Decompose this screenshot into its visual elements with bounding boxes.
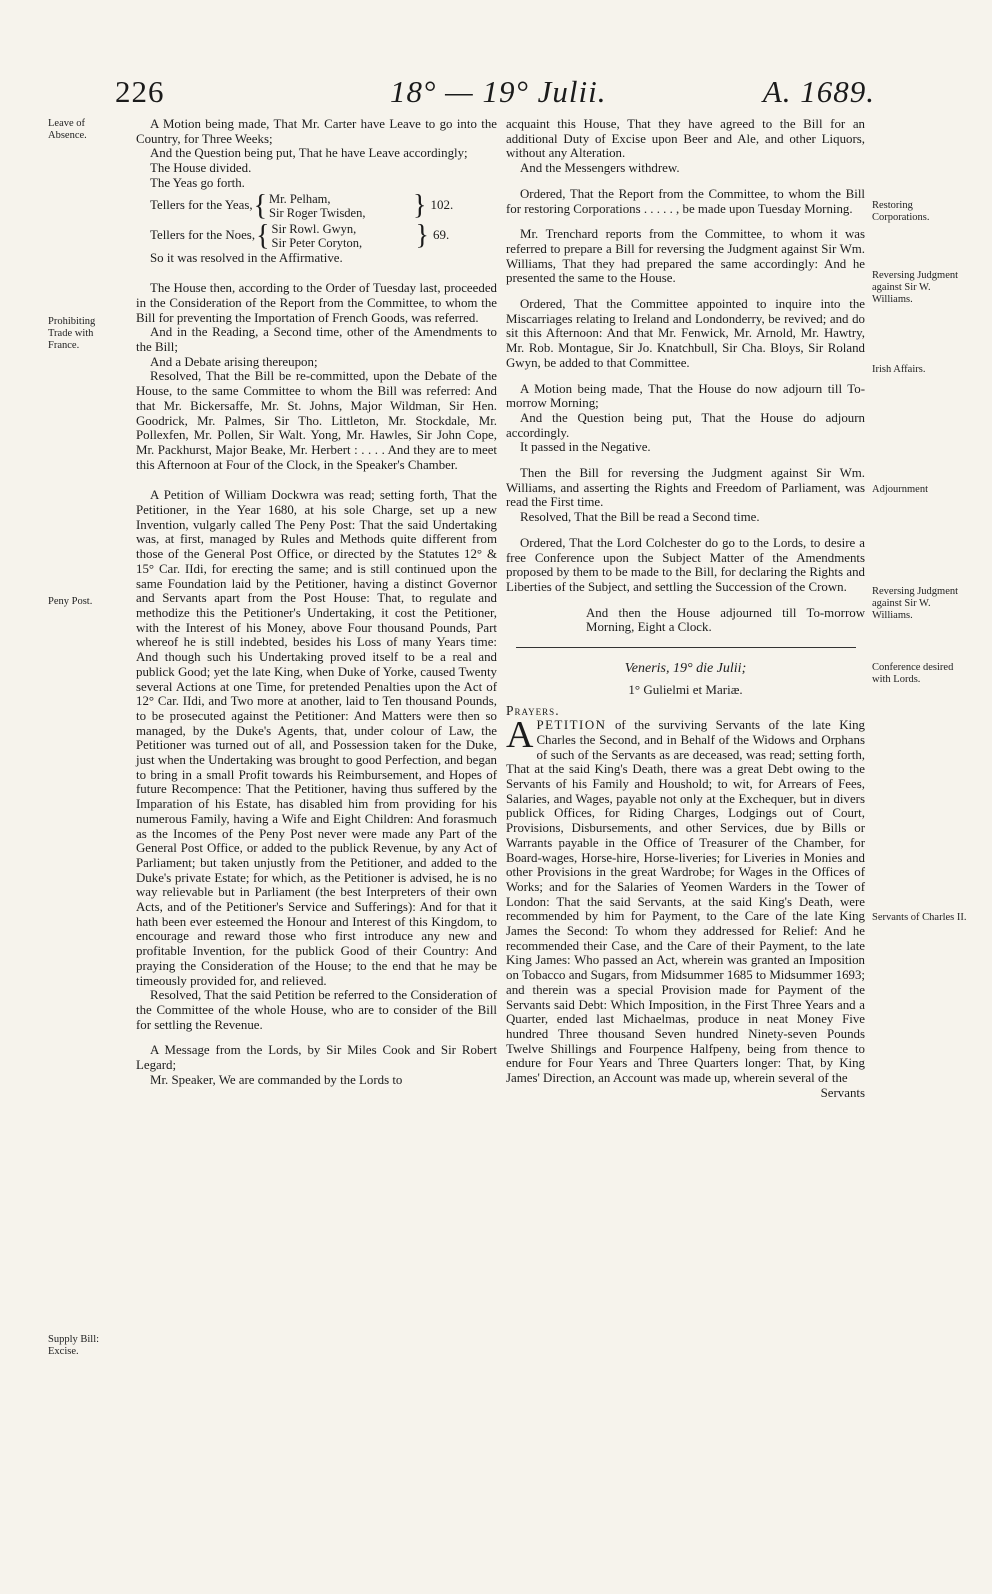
petition-referred: Resolved, That the said Petition be referred to the Consideration of the Committee of the whole House, who are to consider of the Bill for settling the Revenue.: [136, 988, 497, 1032]
margin-note-leave: Leave of Absence.: [48, 118, 87, 141]
leave-motion: A Motion being made, That Mr. Carter have Leave to go into the Country, for Three Weeks;: [136, 117, 497, 146]
dockwra-petition: A Petition of William Dockwra was read; setting forth, That the Petitioner, in the Year 1680, at his sole Charge, set up a new Invention, vulgarly called The Peny Post: That the said Undertaking was, at first, managed by Rules and Methods quite different from those of the General Post Office, or directed by the Statutes 12° & 15° Car. IIdi, for erecting the same; and is still continued upon the same Foundation laid by the Petitioner, having a distinct Governor and Servants apart from the Post House: That, to regulate and methodize this the Petitioner's Undertaking, it cost the Petitioner, with the Interest of his Money, above Four thousand Pounds, Part whereof he is still indebted, besides his Loss of many Years time: And though such his Undertaking proved itself to be a real and publick Good; yet the late King, when Duke of Yorke, caused Twenty several Actions at one Time, for pretended Penalties upon the Act of 12° Car. IIdi, and Two more at another, laid to Ten thousand Pounds, to be prosecuted against the Petitioner: And Matters were then so managed, by the Duke's Agents, that, under colour of Law, the Petitioner was turned out of all, and Possession taken for the Duke, just when the Undertaking was brought to good Perfection, and began to bring in a small Profit towards his Reimbursement, and Hopes of future Recompence: That the Petitioner, having thus suffered by the Imparation of his Estate, has disabled him from providing for his numerous Family, having a Wife and Eight Children: And forasmuch as the Incomes of the Peny Post never were made any Part of the General Post Office, or added to the publick Revenue, by any Act of Parliament; but taken unjustly from the Petitioner, and added to the Duke's private Estate; for which, as the Petitioner is advised, he is no way relievable but in Parliament (the best Interpreters of their own Acts, and of the Petitioner's Service and Sufferings): And for that it hath been ever esteemed the Honour and Interest of this Kingdom, to encourage and reward those who first introduce any new and profitable Invention, for the publick Good of their Country: And praying the Consideration of the House; to the end that he may be timeously provided for, and relieved.: [136, 488, 497, 988]
negative-result: It passed in the Negative.: [520, 440, 651, 455]
petition-caps: PETITION: [536, 718, 607, 733]
yeas-teller-1: Mr. Pelham,: [269, 191, 331, 206]
yeas-teller-2: Sir Roger Twisden,: [269, 205, 366, 220]
header-date: 18° — 19° Julii.: [390, 74, 607, 109]
yeas-go-forth: The Yeas go forth.: [150, 175, 245, 190]
page-number: 226: [115, 74, 165, 109]
servants-petition: [506, 714, 865, 1086]
margin-note-adjournment: Adjournment: [872, 484, 928, 495]
noes-tellers: [136, 218, 497, 252]
debate-arising: And a Debate arising thereupon;: [150, 354, 318, 369]
speaker-address: Mr. Speaker, We are commanded by the Lords to: [150, 1072, 403, 1087]
noes-count: 69.: [432, 227, 450, 243]
page-header: [115, 74, 875, 114]
adjourn-motion: A Motion being made, That the House do now adjourn till To-morrow Morning;: [506, 381, 865, 411]
prayers-heading: Prayers.: [506, 702, 560, 718]
affirmative-result: So it was resolved in the Affirmative.: [150, 250, 343, 265]
drop-cap: A: [506, 714, 534, 757]
williams-bill-first-reading: Then the Bill for reversing the Judgment against Sir Wm. Williams, and asserting the Rights and Freedom of Parliament, was read the First time.: [506, 466, 865, 510]
margin-note-servants: Servants of Charles II.: [872, 912, 967, 923]
messengers-withdrew: And the Messengers withdrew.: [520, 161, 680, 176]
section-rule: [516, 647, 856, 648]
right-brace: }: [415, 219, 429, 251]
excise-acquaint: acquaint this House, That they have agreed to the Bill for an additional Duty of Excise upon Beer and Ale, and other Liquors, without any Alteration.: [506, 117, 865, 161]
house-adjourned: And then the House adjourned till To-morrow Morning, Eight a Clock.: [586, 605, 865, 635]
second-time-resolution: Resolved, That the Bill be read a Second time.: [520, 510, 760, 525]
noes-teller-2: Sir Peter Coryton,: [271, 235, 363, 250]
margin-note-reversing-1: Reversing Judgment against Sir W. Williams.: [872, 270, 959, 305]
noes-teller-1: Sir Rowl. Gwyn,: [271, 221, 357, 236]
reign-heading: 1° Gulielmi et Mariæ.: [628, 681, 743, 697]
yeas-label: Tellers for the Yeas,: [150, 198, 253, 213]
margin-note-restoring: Restoring Corporations.: [872, 200, 930, 223]
house-divided: The House divided.: [150, 161, 252, 176]
servants-petition-text: of the surviving Servants of the late King Charles the Second, and in Behalf of the Widows and Orphans of such of the Servants as are deceased, was read; setting forth, That at the said King's Death, there was a great Debt owing to the Servants of his Family and Houshold; to wit, for Arrears of Fees, Salaries, and Wages, payable not only at the Exchequer, but in divers publick Offices, for Riding Charges, Lodgings out of Court, Provisions, Disbursements, and other Services, due by Bills or Warrants payable in the Office of Treasurer of the Chamber, for Board-wages, Horse-hire, Horse-liveries; for Liveries in Monies and other Provisions in the great Wardrobe; for Wages in the Offices of Works; and for the Salaries of Yeomen Warders in the Tower of London: That the said Servants, at the said King's Death, were recommended by him for Payment, to the Care of the late King James the Second: To whom they addressed for Relief: And he recommended their Case, and the Care of their Payment, to the late King James: Who passed an Act, wherein was granted an Imposition on Tobacco and Sugars, from Midsummer 1685 to Midsummer 1693; and therein was a special Provision made for Payment of the Servants said Debt: Which Imposition, in the First Three Years and a Quarter, ended last Michaelmas, produce in neat Money Five hundred Three thousand Seven hundred Ninety-seven Pounds Twelve Shillings and Fourpence Halfpeny, being from thence to endure for Four Years and Three Quarters longer: That, by King James' Direction, an Account was made up, wherein several of the: [506, 718, 865, 1086]
yeas-count: 102.: [430, 197, 454, 213]
french-goods-report: The House then, according to the Order of Tuesday last, proceeded in the Consideration of the Report from the Committee, to whom the Bill for preventing the Importation of French Goods, was referred.: [136, 281, 497, 325]
header-year: A. 1689.: [762, 74, 875, 109]
margin-note-conference: Conference desired with Lords.: [872, 662, 954, 685]
lords-message: A Message from the Lords, by Sir Miles Cook and Sir Robert Legard;: [136, 1043, 497, 1073]
irish-committee-order: Ordered, That the Committee appointed to inquire into the Miscarriages relating to Ireland and Londonderry, be revived; and do sit this Afternoon: And that Mr. Fenwick, Mr. Arnold, Mr. Hawtry, Mr. Rob. Montague, Sir Jo. Knatchbull, Sir Cha. Bloys, Sir Roland Gwyn, be added to that Committee.: [506, 297, 865, 370]
leave-question: And the Question being put, That he have Leave accordingly;: [150, 146, 468, 161]
margin-note-supply: Supply Bill: Excise.: [48, 1334, 100, 1357]
noes-label: Tellers for the Noes,: [150, 228, 256, 243]
day-heading: Veneris, 19° die Julii;: [624, 661, 747, 677]
right-column: [506, 117, 865, 1100]
restoring-corporations-order: Ordered, That the Report from the Committee, to whom the Bill for restoring Corporations . . . . . , be made upon Tuesday Morning.: [506, 186, 865, 216]
right-brace: }: [413, 189, 427, 221]
yeas-names: [269, 192, 409, 220]
left-brace: {: [256, 218, 270, 252]
margin-note-prohibiting: Prohibiting Trade with France.: [48, 316, 96, 351]
margin-note-reversing-2: Reversing Judgment against Sir W. Williams.: [872, 586, 959, 621]
catchword: Servants: [820, 1085, 865, 1100]
left-brace: {: [253, 188, 268, 222]
left-column: [136, 117, 497, 1087]
margin-note-peny-post: Peny Post.: [48, 596, 93, 607]
noes-names: [272, 222, 412, 250]
margin-note-irish: Irish Affairs.: [872, 364, 926, 375]
trenchard-report: Mr. Trenchard reports from the Committee, to whom it was referred to prepare a Bill for reversing the Judgment against Sir Wm. Williams, That they had prepared the same accordingly: And he presented the same to the House.: [506, 227, 865, 286]
recommitted-resolution: Resolved, That the Bill be re-committed, upon the Debate of the House, to the same Committee to whom the Bill was referred: And that Mr. Bickersaffe, Mr. St. Johns, Major Wildman, Sir Hen. Goodrick, Mr. Palmes, Sir Tho. Littleton, Mr. Stockdale, Mr. Pollexfen, Mr. Pollen, Sir Walt. Yong, Mr. Hawles, Sir John Cope, Mr. Packhurst, Major Beake, Mr. Herbert : . . . . And they are to meet this Afternoon at Four of the Clock, in the Speaker's Chamber.: [136, 369, 497, 472]
second-reading: And in the Reading, a Second time, other of the Amendments to the Bill;: [136, 325, 497, 355]
yeas-tellers: [136, 188, 497, 222]
colchester-conference-order: Ordered, That the Lord Colchester do go to the Lords, to desire a free Conference upon the Subject Matter of the Amendments proposed by them to be made to the Bill, for declaring the Rights and Liberties of the Subject, and settling the Succession of the Crown.: [506, 535, 865, 594]
adjourn-question: And the Question being put, That the House do adjourn accordingly.: [506, 410, 865, 440]
